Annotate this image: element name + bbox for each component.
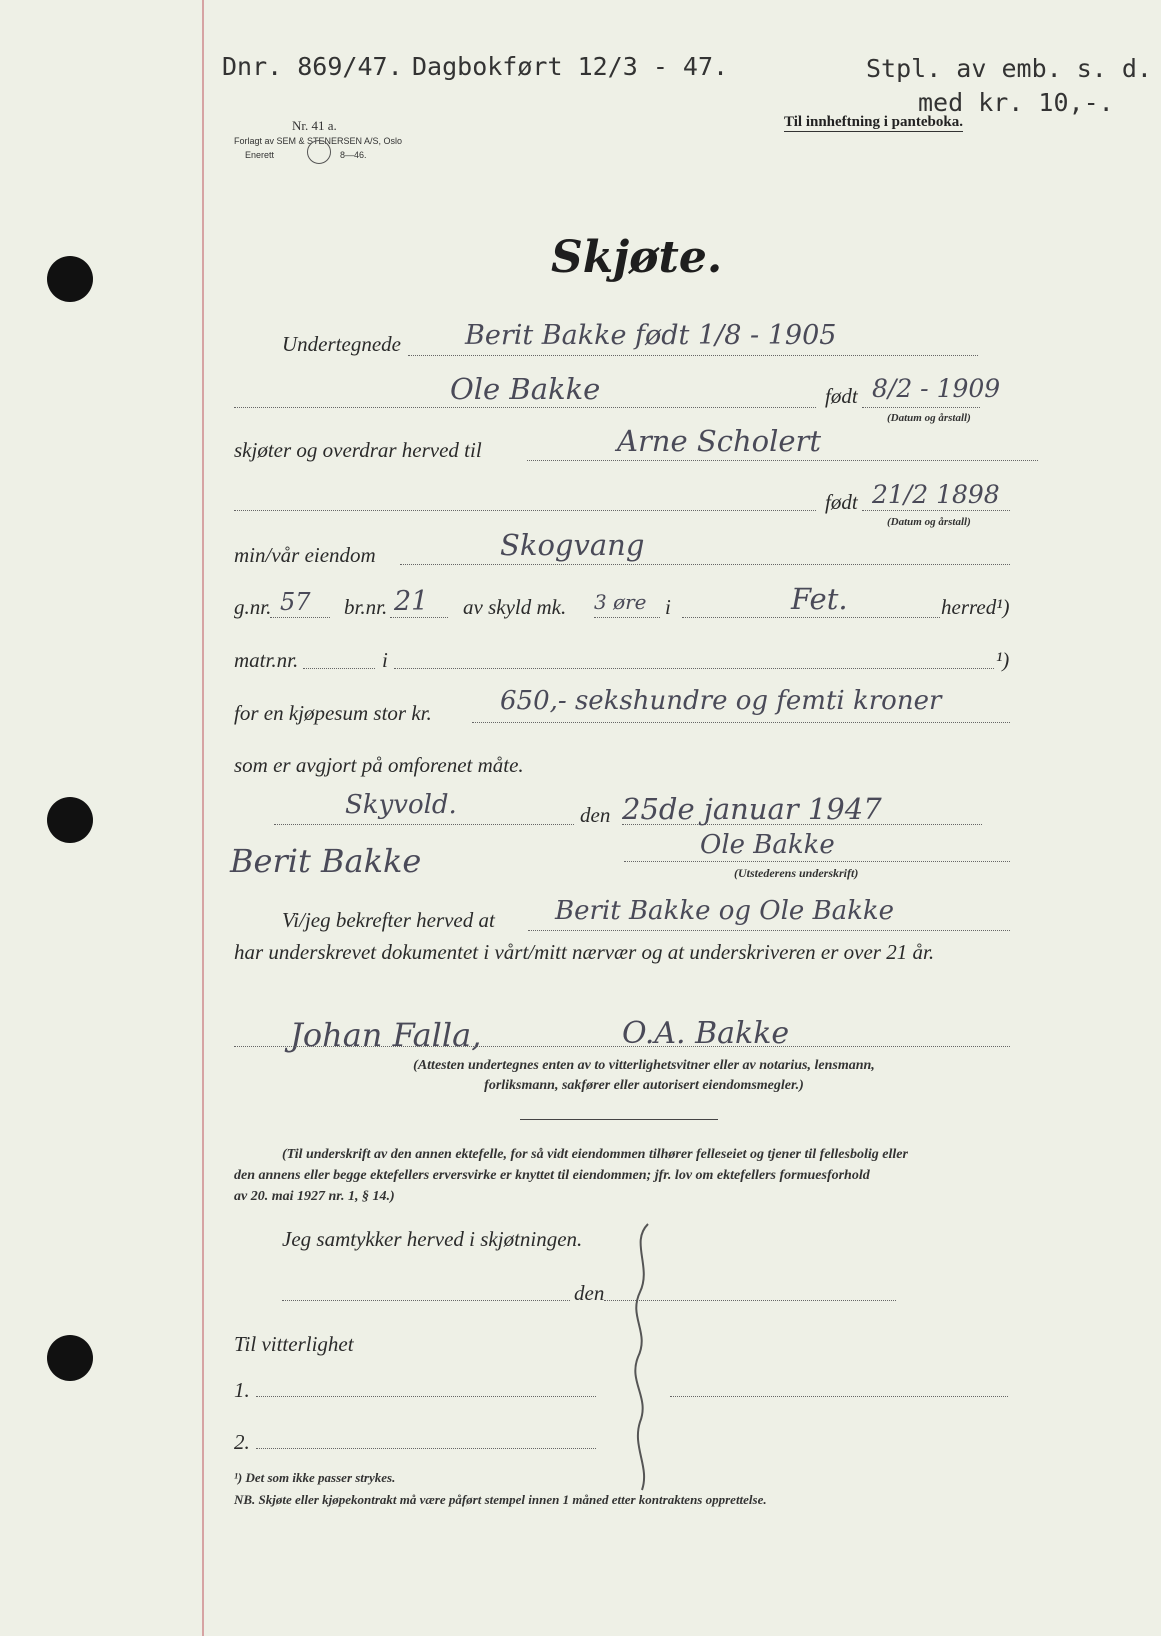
hand-buyer-born: 21/2 1898 — [872, 480, 1000, 509]
field-line-buyer — [527, 460, 1038, 461]
publisher-logo-icon — [307, 140, 331, 164]
label-den-2: den — [574, 1281, 605, 1305]
footnote-nb: NB. Skjøte eller kjøpekontrakt må være påført stempel innen 1 måned etter kontraktens opprettelse. — [234, 1492, 767, 1507]
hand-herred: Fet. — [791, 582, 848, 616]
label-fodt-1: født — [825, 384, 858, 408]
field-line-witness-1b — [670, 1396, 1008, 1397]
field-line-buyer2 — [234, 510, 816, 511]
hand-place: Skyvold. — [345, 790, 457, 820]
label-avgjort: som er avgjort på omforenet måte. — [234, 753, 524, 777]
hand-skyld: 3 øre — [594, 590, 647, 614]
footnote-1: ¹) Det som ikke passer strykes. — [234, 1470, 396, 1485]
label-gnr: g.nr. — [234, 595, 272, 619]
field-line-gnr — [270, 617, 330, 618]
signature-witness2: O.A. Bakke — [622, 1016, 790, 1051]
label-kjopesum: for en kjøpesum stor kr. — [234, 701, 432, 725]
field-line-samtykke — [282, 1300, 570, 1301]
curly-brace-mark — [610, 1222, 660, 1492]
field-line-witness-1 — [256, 1396, 596, 1397]
hand-brnr: 21 — [394, 586, 429, 617]
label-skjoter: skjøter og overdrar herved til — [234, 438, 482, 462]
hand-gnr: 57 — [280, 588, 311, 616]
label-witness-2: 2. — [234, 1430, 250, 1454]
field-line-skyld — [594, 617, 660, 618]
label-fodt-2: født — [825, 490, 858, 514]
label-den: den — [580, 803, 611, 827]
innheftning-label: Til innheftning i panteboka. — [784, 114, 963, 130]
field-line-seller — [408, 355, 978, 356]
field-line-property — [400, 564, 1010, 565]
label-underskrevet: har underskrevet dokumentet i vårt/mitt nærvær og at underskriveren er over 21 år. — [234, 940, 935, 964]
label-herred: herred¹) — [941, 595, 1010, 619]
label-samtykker: Jeg samtykker herved i skjøtningen. — [282, 1227, 583, 1251]
ektefelle-note-2: den annens eller begge ektefellers erversvirke er knyttet til eiendommen; jfr. lov om ektefellers formuesforhold — [234, 1168, 870, 1183]
hand-date: 25de januar 1947 — [622, 792, 882, 826]
datum-note-2: (Datum og årstall) — [887, 516, 971, 528]
punch-hole-top — [47, 256, 93, 302]
field-line-witnesses — [234, 1046, 1010, 1047]
signature-ole: Ole Bakke — [700, 830, 835, 860]
hand-seller2-born: 8/2 - 1909 — [872, 374, 1001, 403]
label-vitterlighet: Til vitterlighet — [234, 1332, 354, 1356]
hand-buyer: Arne Scholert — [617, 424, 822, 458]
dagbok-entry: Dagbokført 12/3 - 47. — [412, 52, 729, 81]
field-line-herred — [682, 617, 940, 618]
label-witness-1: 1. — [234, 1378, 250, 1402]
attest-note-2: forliksmann, sakfører eller autorisert eiendomsmegler.) — [484, 1078, 804, 1093]
label-undertegnede: Undertegnede — [282, 332, 401, 356]
field-line-confirm — [528, 930, 1010, 931]
field-line-brnr — [390, 617, 448, 618]
margin-line — [202, 0, 204, 1636]
punch-hole-bottom — [47, 1335, 93, 1381]
ektefelle-note-1: (Til underskrift av den annen ektefelle, for så vidt eiendommen tilhører felleseiet og tjener til fellesbolig eller — [282, 1147, 908, 1162]
stamp-note: Stpl. av emb. s. d. — [866, 54, 1152, 83]
field-line-signature — [624, 861, 1010, 862]
hand-seller2: Ole Bakke — [450, 372, 601, 406]
label-i: i — [665, 595, 671, 619]
signature-berit: Berit Bakke — [230, 842, 422, 880]
field-line-born2 — [862, 510, 1010, 511]
hand-price: 650,- sekshundre og femti kroner — [500, 686, 942, 716]
label-matr-end: ¹) — [996, 648, 1010, 672]
punch-hole-middle — [47, 797, 93, 843]
label-skyld: av skyld mk. — [463, 595, 567, 619]
publisher-line: Forlagt av SEM & STENERSEN A/S, Oslo — [234, 136, 403, 146]
field-line-place — [274, 824, 574, 825]
field-line-matr-i — [394, 668, 994, 669]
label-matr: matr.nr. — [234, 648, 299, 672]
form-number: Nr. 41 a. — [292, 118, 337, 133]
ektefelle-note-3: av 20. mai 1927 nr. 1, § 14.) — [234, 1189, 395, 1204]
label-matr-i: i — [382, 648, 388, 672]
field-line-witness-2 — [256, 1448, 596, 1449]
field-line-seller2 — [234, 407, 816, 408]
label-eiendom: min/vår eiendom — [234, 543, 376, 567]
separator-rule — [520, 1119, 718, 1120]
signature-witness1: Johan Falla, — [290, 1016, 482, 1054]
document-title: Skjøte. — [551, 232, 723, 283]
hand-property: Skogvang — [500, 528, 645, 562]
field-line-price — [472, 722, 1010, 723]
attest-note-1: (Attesten undertegnes enten av to vitterlighetsvitner eller av notarius, lensmann, — [413, 1058, 875, 1073]
hand-confirm-names: Berit Bakke og Ole Bakke — [555, 896, 895, 926]
datum-note-1: (Datum og årstall) — [887, 412, 971, 424]
field-line-born1 — [862, 407, 980, 408]
label-bekrefter: Vi/jeg bekrefter herved at — [282, 908, 495, 932]
dnr-number: Dnr. 869/47. — [222, 52, 403, 81]
label-utsteder: (Utstederens underskrift) — [734, 866, 859, 880]
form-date: 8—46. — [340, 150, 367, 160]
label-brnr: br.nr. — [344, 595, 388, 619]
field-line-matr — [303, 668, 375, 669]
hand-seller1: Berit Bakke født 1/8 - 1905 — [465, 320, 837, 351]
stamp-fee: med kr. 10,-. — [918, 88, 1114, 117]
enerett: Enerett — [245, 150, 275, 160]
